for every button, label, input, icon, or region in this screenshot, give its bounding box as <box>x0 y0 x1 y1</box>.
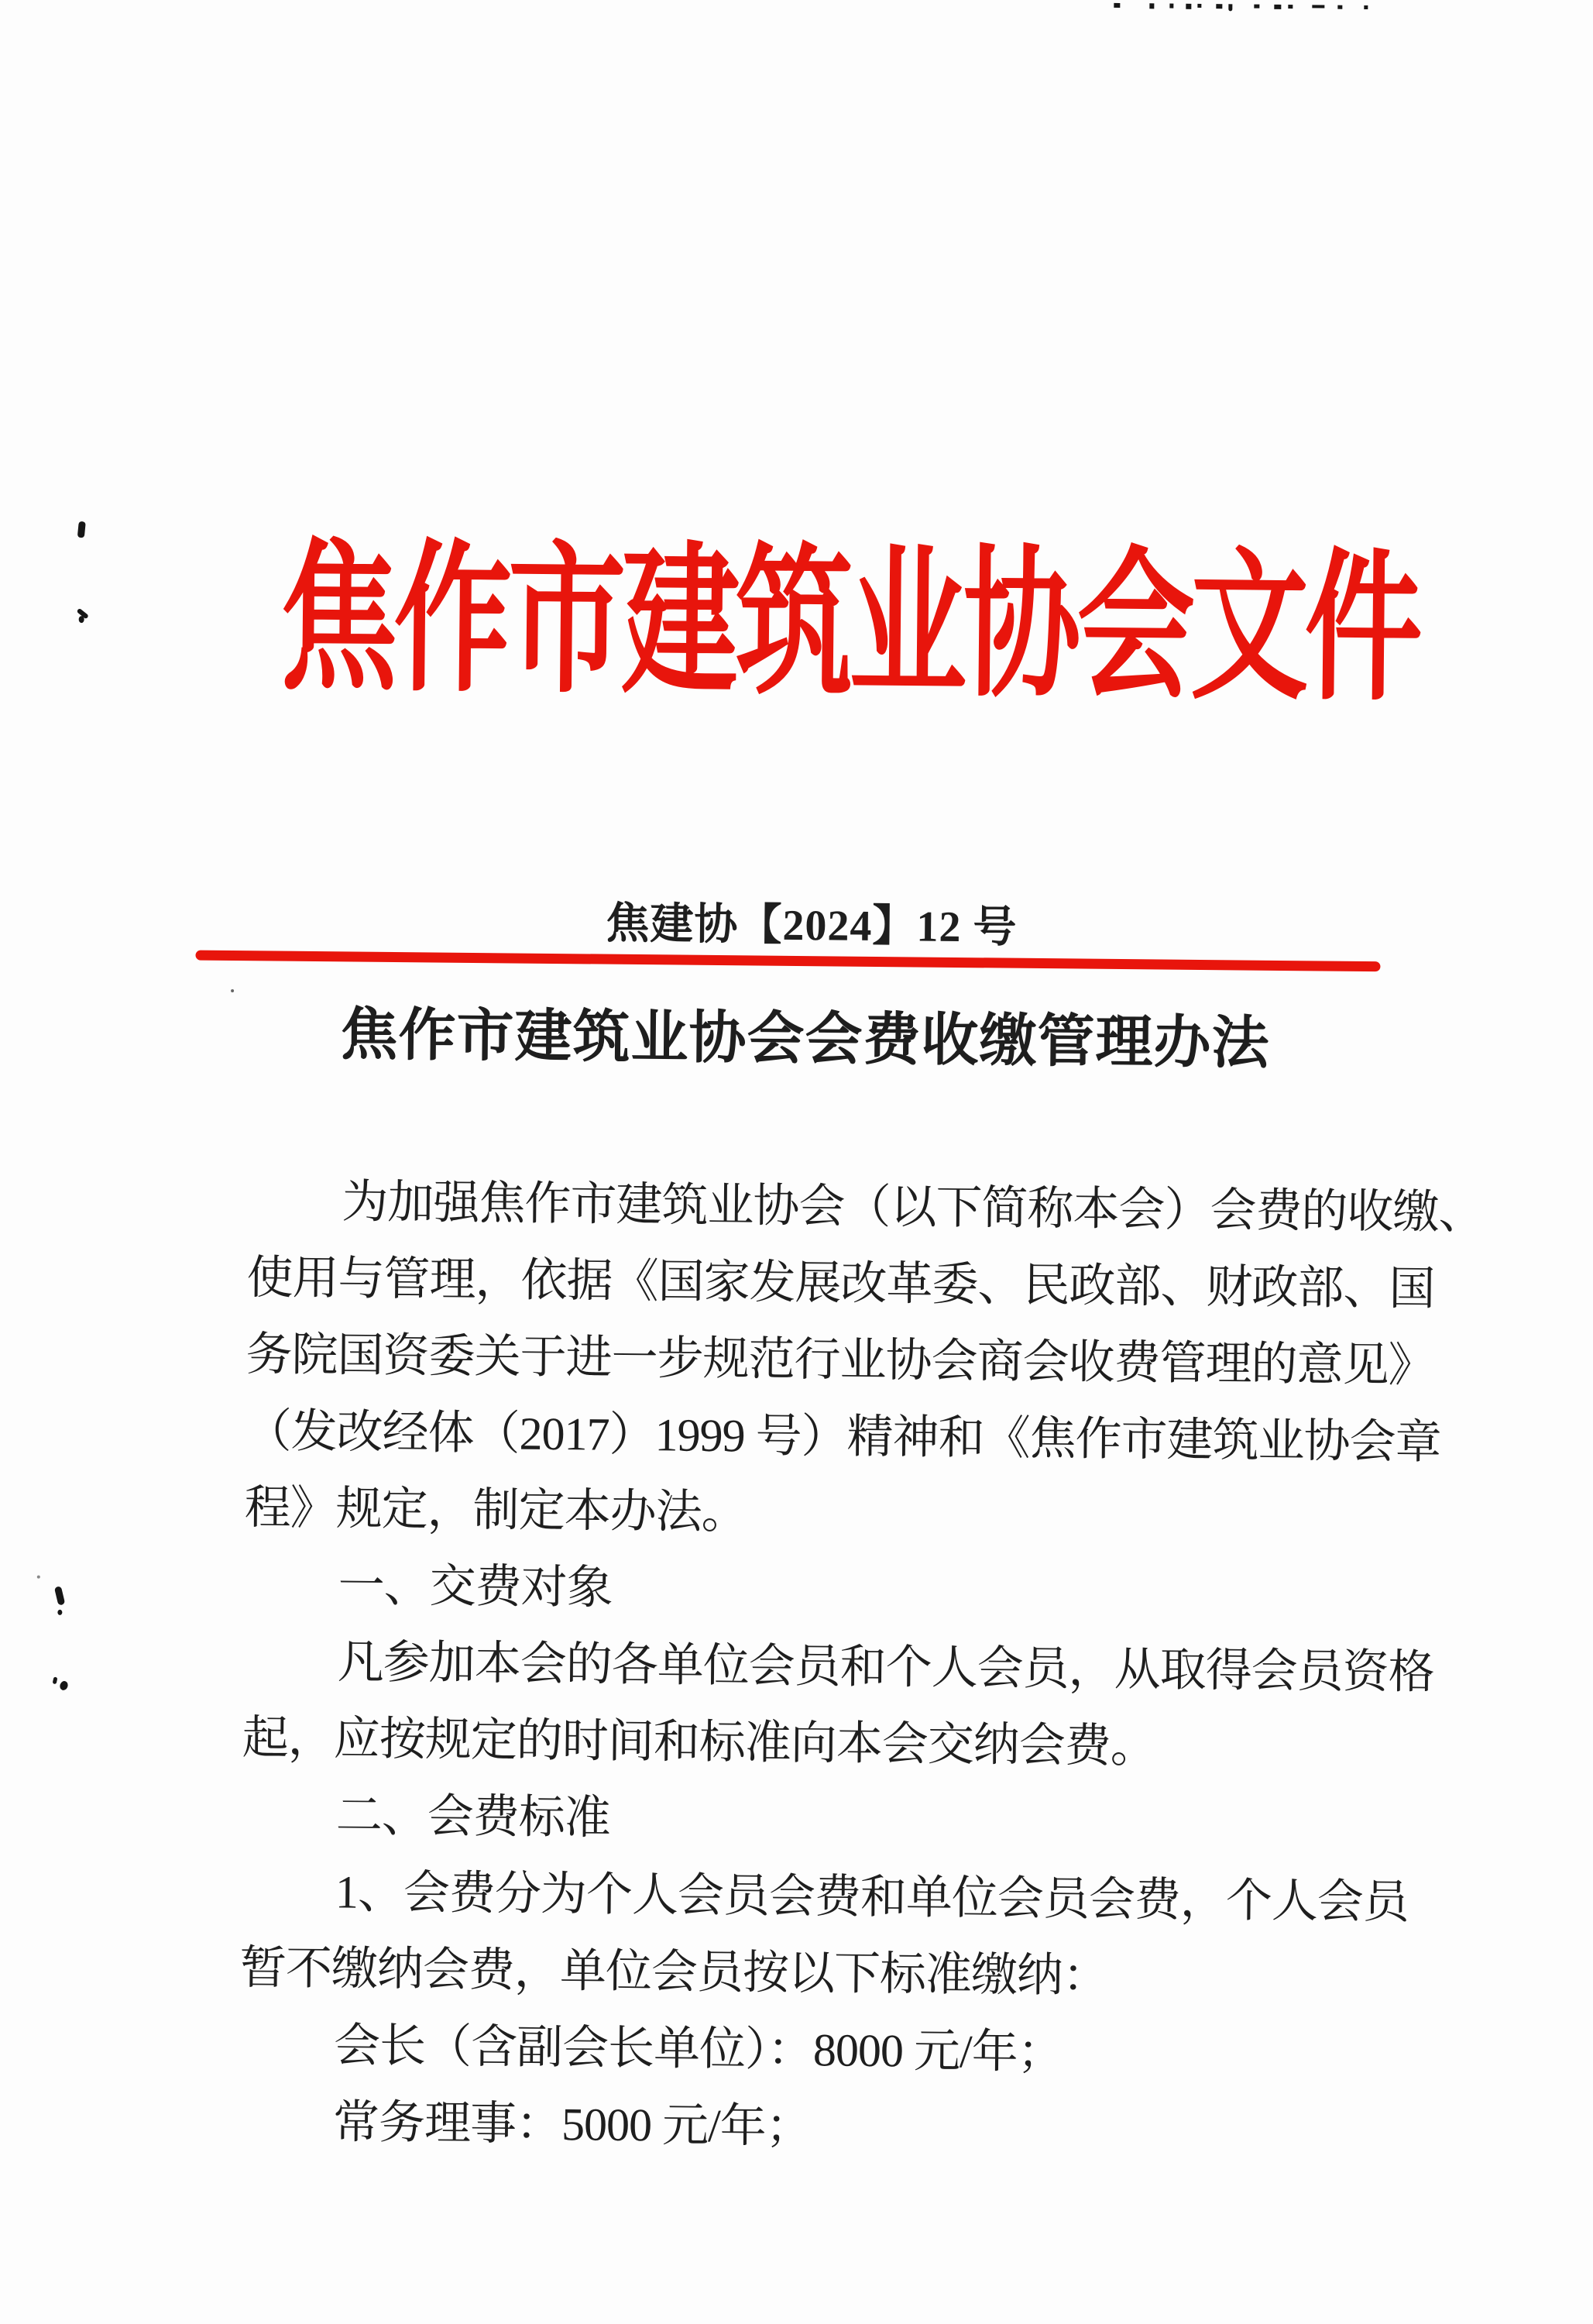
letterhead-title: 焦作市建筑业协会文件 <box>279 529 1420 720</box>
body-line: 二、会费标准 <box>335 1789 611 1844</box>
body-line: 1、会费分为个人会员会费和单位会员会费，个人会员 <box>335 1866 1409 1928</box>
body-line: 暂不缴纳会费，单位会员按以下标准缴纳： <box>239 1942 1109 2002</box>
body-line: （发改经体（2017）1999 号）精神和《焦作市建筑业协会章 <box>245 1405 1441 1469</box>
scan-fragment <box>1149 3 1154 9</box>
scan-mark <box>57 1610 62 1615</box>
scan-fragment <box>1228 4 1232 11</box>
scan-fragment <box>1197 4 1201 8</box>
doc-number: 焦建协【2024】12 号 <box>606 899 1018 952</box>
scan-fragment <box>1186 4 1191 9</box>
scan-mark <box>53 1676 58 1684</box>
scan-fragment <box>1364 5 1368 9</box>
doc-body <box>239 1163 1485 2171</box>
scan-mark <box>77 521 86 538</box>
scan-fragment <box>1254 5 1259 9</box>
body-line: 一、交费对象 <box>338 1559 613 1614</box>
scan-mark <box>59 1680 70 1692</box>
scan-fragment <box>1169 4 1173 9</box>
scan-artifact-top-edge <box>11 0 1593 8</box>
scan-fragment <box>1312 5 1324 8</box>
scan-fragment <box>1114 3 1120 8</box>
scan-mark <box>37 1576 40 1579</box>
body-line: 会长（含副会长单位）：8000 元/年； <box>333 2020 1063 2078</box>
scan-mark <box>231 989 234 992</box>
scan-fragment <box>1337 5 1342 9</box>
doc-title: 焦作市建筑业协会会费收缴管理办法 <box>340 1003 1270 1076</box>
body-line: 务院国资委关于进一步规范行业协会商会收费管理的意见》 <box>245 1329 1434 1391</box>
scan-fragment <box>1216 4 1222 9</box>
body-line: 程》规定，制定本办法。 <box>244 1482 747 1538</box>
scan-mark <box>79 616 84 623</box>
scan-fragment <box>1288 5 1293 9</box>
scan-fragment <box>1274 5 1281 9</box>
body-line: 起，应按规定的时间和标准向本会交纳会费。 <box>242 1712 1157 1772</box>
body-line: 使用与管理，依据《国家发展改革委、民政部、财政部、国 <box>246 1252 1435 1315</box>
scan-mark <box>54 1586 65 1605</box>
body-line: 凡参加本会的各单位会员和个人会员，从取得会员资格 <box>337 1636 1435 1698</box>
body-line: 常务理事：5000 元/年； <box>332 2096 812 2153</box>
body-line: 为加强焦作市建筑业协会（以下简称本会）会费的收缴、 <box>342 1176 1485 1239</box>
